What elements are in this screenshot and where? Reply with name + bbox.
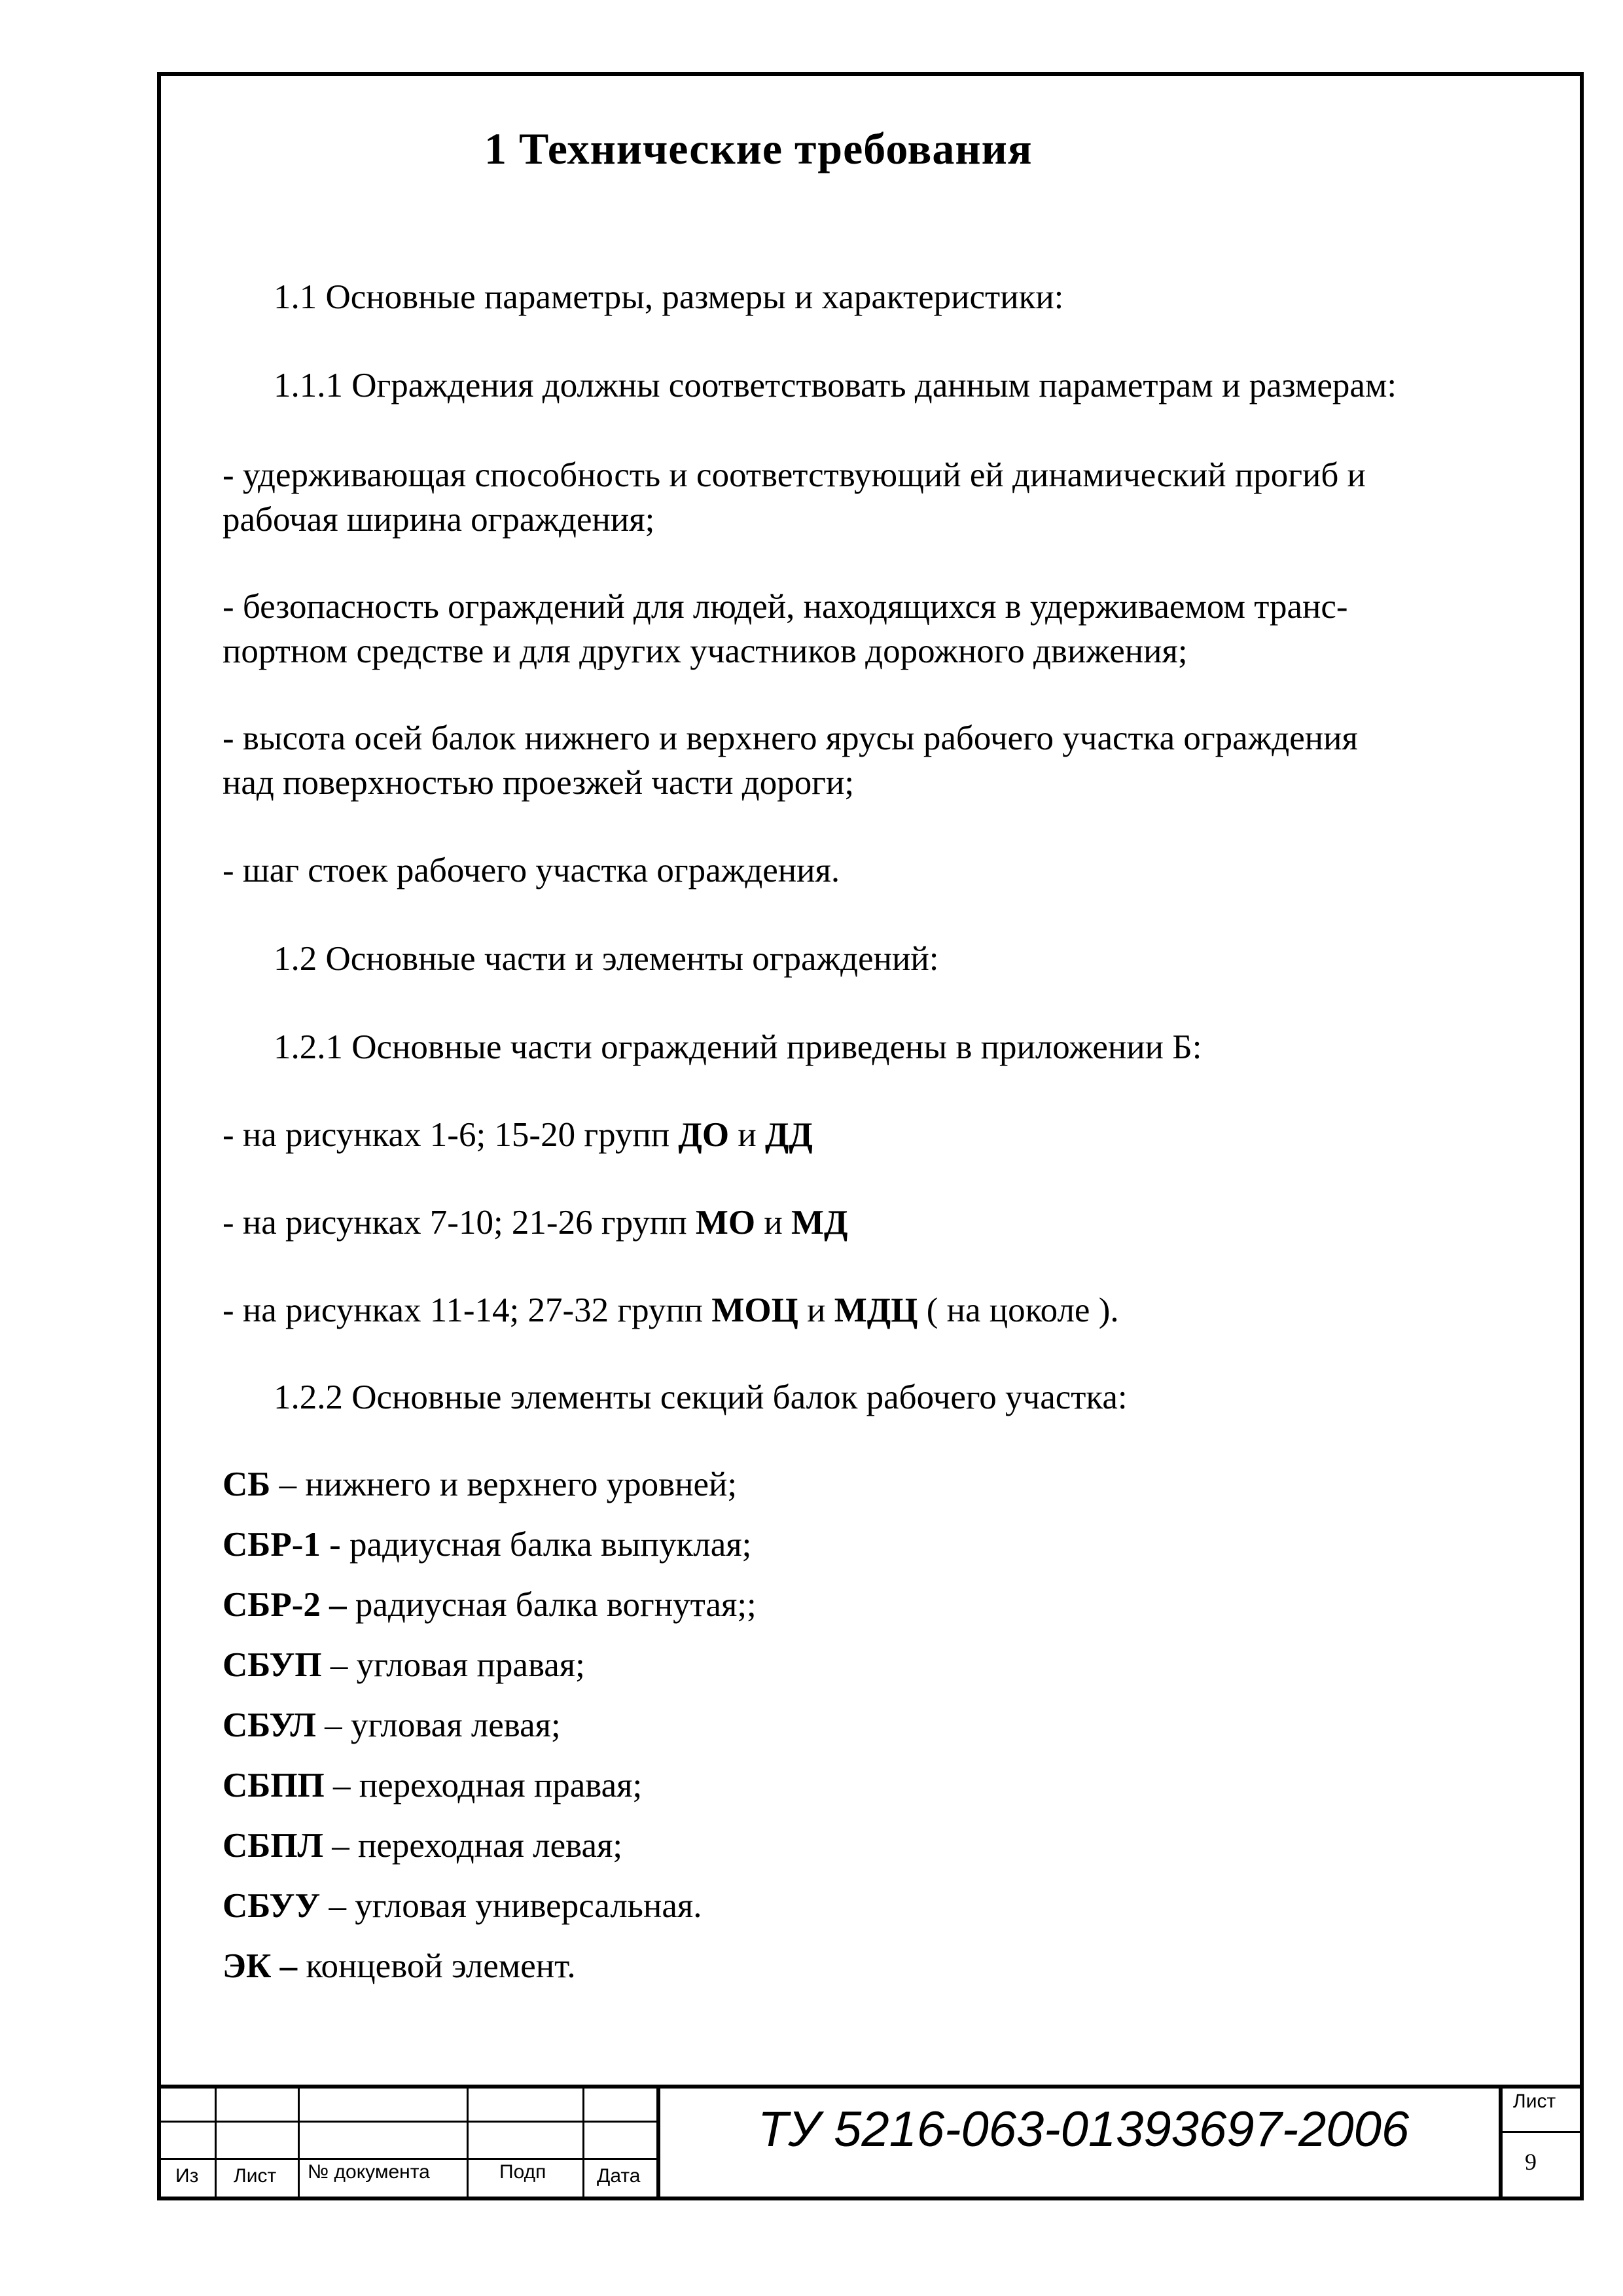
element-code: СБПП: [223, 1767, 325, 1804]
element-item: [223, 1823, 622, 1868]
stamp-sheet-left-border: [1499, 2085, 1503, 2200]
element-item: [223, 1462, 737, 1507]
figures-line-3-suffix: ( на цоколе ).: [918, 1291, 1119, 1329]
document-designation: ТУ 5216-063-01393697-2006: [758, 2102, 1410, 2157]
group-dd: ДД: [764, 1116, 813, 1154]
bullet-3-line-1: - высота осей балок нижнего и верхнего ярусы рабочего участка ограждения: [223, 719, 1358, 757]
element-desc: – нижнего и верхнего уровней;: [270, 1465, 738, 1503]
bullet-2-line-1: - безопасность ограждений для людей, находящихся в удерживаемом транс-: [223, 588, 1348, 626]
stamp-top-border: [157, 2085, 1584, 2089]
and-word: и: [798, 1291, 834, 1329]
stamp-col-line: [298, 2085, 300, 2200]
element-desc: концевой элемент.: [297, 1947, 576, 1985]
element-code: СБР-1 -: [223, 1526, 341, 1564]
col-iz-label: Из: [175, 2165, 199, 2187]
element-item: [223, 1583, 757, 1627]
element-item: [223, 1884, 702, 1928]
figures-line-3: [223, 1288, 1119, 1333]
figures-line-2-text: - на рисунках 7-10; 21-26 групп: [223, 1204, 696, 1242]
element-item: [223, 1703, 561, 1748]
col-podp-label: Подп: [499, 2161, 546, 2183]
figures-line-1: [223, 1113, 813, 1157]
section-heading: 1 Технические требования: [484, 124, 1033, 173]
group-mo: МО: [695, 1204, 756, 1242]
element-desc: – переходная правая;: [324, 1767, 643, 1804]
paragraph-1-2-1: 1.2.1 Основные части ограждений приведены в приложении Б:: [274, 1028, 1202, 1066]
element-desc: радиусная балка выпуклая;: [340, 1526, 752, 1564]
element-desc: – угловая правая;: [321, 1646, 585, 1684]
stamp-col-line: [467, 2085, 469, 2200]
element-code: СБУУ: [223, 1887, 321, 1925]
bullet-4: - шаг стоек рабочего участка ограждения.: [223, 852, 840, 889]
sheet-number: 9: [1525, 2149, 1537, 2175]
element-code: ЭК –: [223, 1947, 298, 1985]
and-word: и: [755, 1204, 791, 1242]
bullet-1-line-1: - удерживающая способность и соответствующий ей динамический прогиб и: [223, 456, 1366, 494]
group-moc: МОЦ: [711, 1291, 798, 1329]
figures-line-2: [223, 1200, 847, 1245]
element-item: [223, 1522, 751, 1567]
stamp-sheet-divider: [1499, 2131, 1584, 2133]
stamp-col-line: [215, 2085, 217, 2200]
group-mdc: МДЦ: [834, 1291, 918, 1329]
element-code: СБПЛ: [223, 1827, 324, 1865]
bullet-3-line-2: над поверхностью проезжей части дороги;: [223, 764, 855, 802]
element-item: [223, 1944, 576, 1988]
element-code: СБР-2 –: [223, 1586, 347, 1624]
element-desc: радиусная балка вогнутая;;: [346, 1586, 757, 1624]
stamp-designation-left-border: [656, 2085, 660, 2200]
element-desc: – угловая левая;: [315, 1706, 561, 1744]
element-code: СБ: [223, 1465, 271, 1503]
stamp-col-line: [582, 2085, 584, 2200]
element-desc: – переходная левая;: [323, 1827, 623, 1865]
element-item: [223, 1763, 642, 1808]
paragraph-1-2: 1.2 Основные части и элементы ограждений:: [274, 940, 939, 978]
element-desc: – угловая универсальная.: [320, 1887, 702, 1925]
col-doc-label: № документа: [308, 2161, 430, 2183]
element-code: СБУП: [223, 1646, 322, 1684]
col-date-label: Дата: [597, 2165, 641, 2187]
group-md: МД: [791, 1204, 848, 1242]
figures-line-1-text: - на рисунках 1-6; 15-20 групп: [223, 1116, 679, 1154]
figures-line-3-text: - на рисунках 11-14; 27-32 групп: [223, 1291, 712, 1329]
col-list-label: Лист: [234, 2165, 277, 2187]
paragraph-1-2-2: 1.2.2 Основные элементы секций балок рабочего участка:: [274, 1378, 1128, 1416]
and-word: и: [729, 1116, 765, 1154]
group-do: ДО: [678, 1116, 730, 1154]
bullet-1-line-2: рабочая ширина ограждения;: [223, 501, 655, 539]
element-item: [223, 1643, 585, 1687]
bullet-2-line-2: портном средстве и для других участников дорожного движения;: [223, 632, 1188, 670]
sheet-label: Лист: [1513, 2090, 1556, 2112]
paragraph-1-1-1: 1.1.1 Ограждения должны соответствовать данным параметрам и размерам:: [274, 367, 1397, 404]
paragraph-1-1: 1.1 Основные параметры, размеры и характеристики:: [274, 278, 1064, 316]
element-code: СБУЛ: [223, 1706, 316, 1744]
